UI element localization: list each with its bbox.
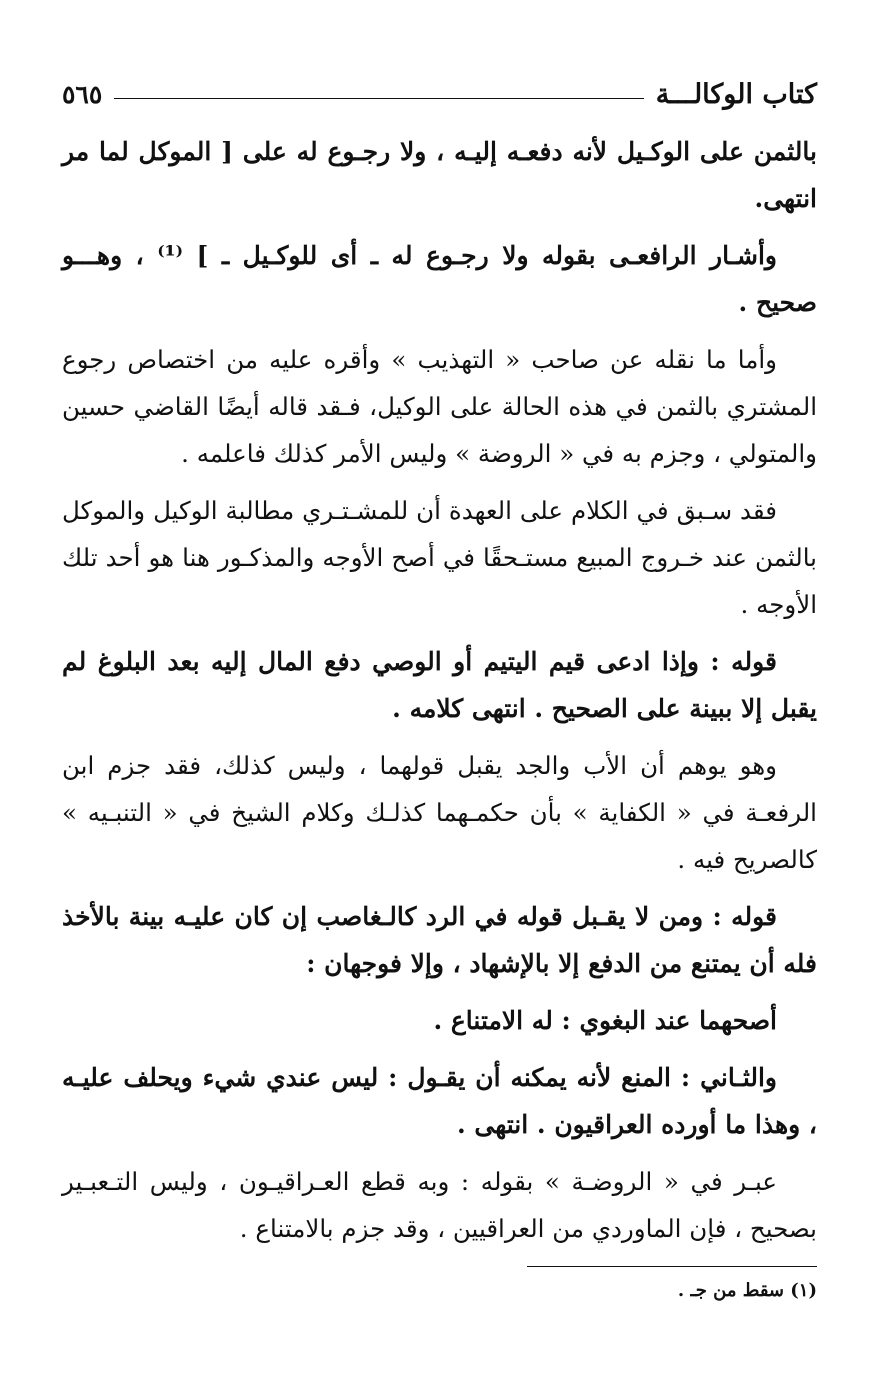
body-text — [62, 128, 817, 1262]
paragraph: قوله : وإذا ادعى قيم اليتيم أو الوصي دفع المال إليه بعد البلوغ لم يقبل إلا ببينة على الصحيح . انتهى كلامه . — [62, 647, 817, 723]
paragraph: أصحهما عند البغوي : له الامتناع . — [433, 1006, 777, 1035]
footnote-rule — [527, 1266, 817, 1267]
paragraph: قوله : ومن لا يقـبل قوله في الرد كالـغاصب إن كان عليـه بينة بالأخذ فله أن يمتنع من الدفع إلا بالإشهاد ، وإلا فوجهان : — [62, 902, 817, 978]
paragraph: وأما ما نقله عن صاحب « التهذيب » وأقره عليه من اختصاص رجوع المشتري بالثمن في هذه الحالة على الوكيل، فـقد قاله أيضًا القاضي حسين والمتولي ، وجزم به في « الروضة » وليس الأمر كذلك فاعلمه . — [62, 345, 817, 468]
paragraph: فقد سـبق في الكلام على العهدة أن للمشـتـري مطالبة الوكيل والموكل بالثمن عند خـروج المبيع مستـحقًا في أصح الأوجه والمذكـور هنا هو أحد تلك الأوجه . — [62, 496, 817, 619]
paragraph: وهو يوهم أن الأب والجد يقبل قولهما ، وليس كذلك، فقد جزم ابن الرفعـة في « الكفاية » بأن حكمـهما كذلـك وكلام الشيخ في « التنبـيه » كالصريح فيه . — [62, 751, 817, 874]
header-rule — [114, 98, 643, 99]
paragraph: بالثمن على الوكـيل لأنه دفعـه إليـه ، ولا رجـوع له على [ الموكل لما مر انتهى. — [62, 137, 817, 213]
page-number: ٥٦٥ — [62, 79, 103, 109]
footnote: (١) سقط من جـ . — [677, 1280, 817, 1301]
running-header — [62, 74, 817, 114]
paragraph: عبـر في « الروضـة » بقوله : وبه قطع العـراقيـون ، وليس التـعبـير بصحيح ، فإن الماوردي من العراقيين ، وقد جزم بالامتناع . — [62, 1167, 817, 1243]
paragraph: وأشـار الرافعـى بقوله ولا رجـوع له ـ أى للوكـيل ـ ] ⁽¹⁾ ، وهـــو صحيح . — [62, 241, 817, 317]
paragraph: والثـاني : المنع لأنه يمكنه أن يقـول : ليس عندي شيء ويحلف عليـه ، وهذا ما أورده العراقيون . انتهى . — [62, 1063, 817, 1139]
chapter-title: كتاب الوكالـــة — [655, 78, 817, 110]
